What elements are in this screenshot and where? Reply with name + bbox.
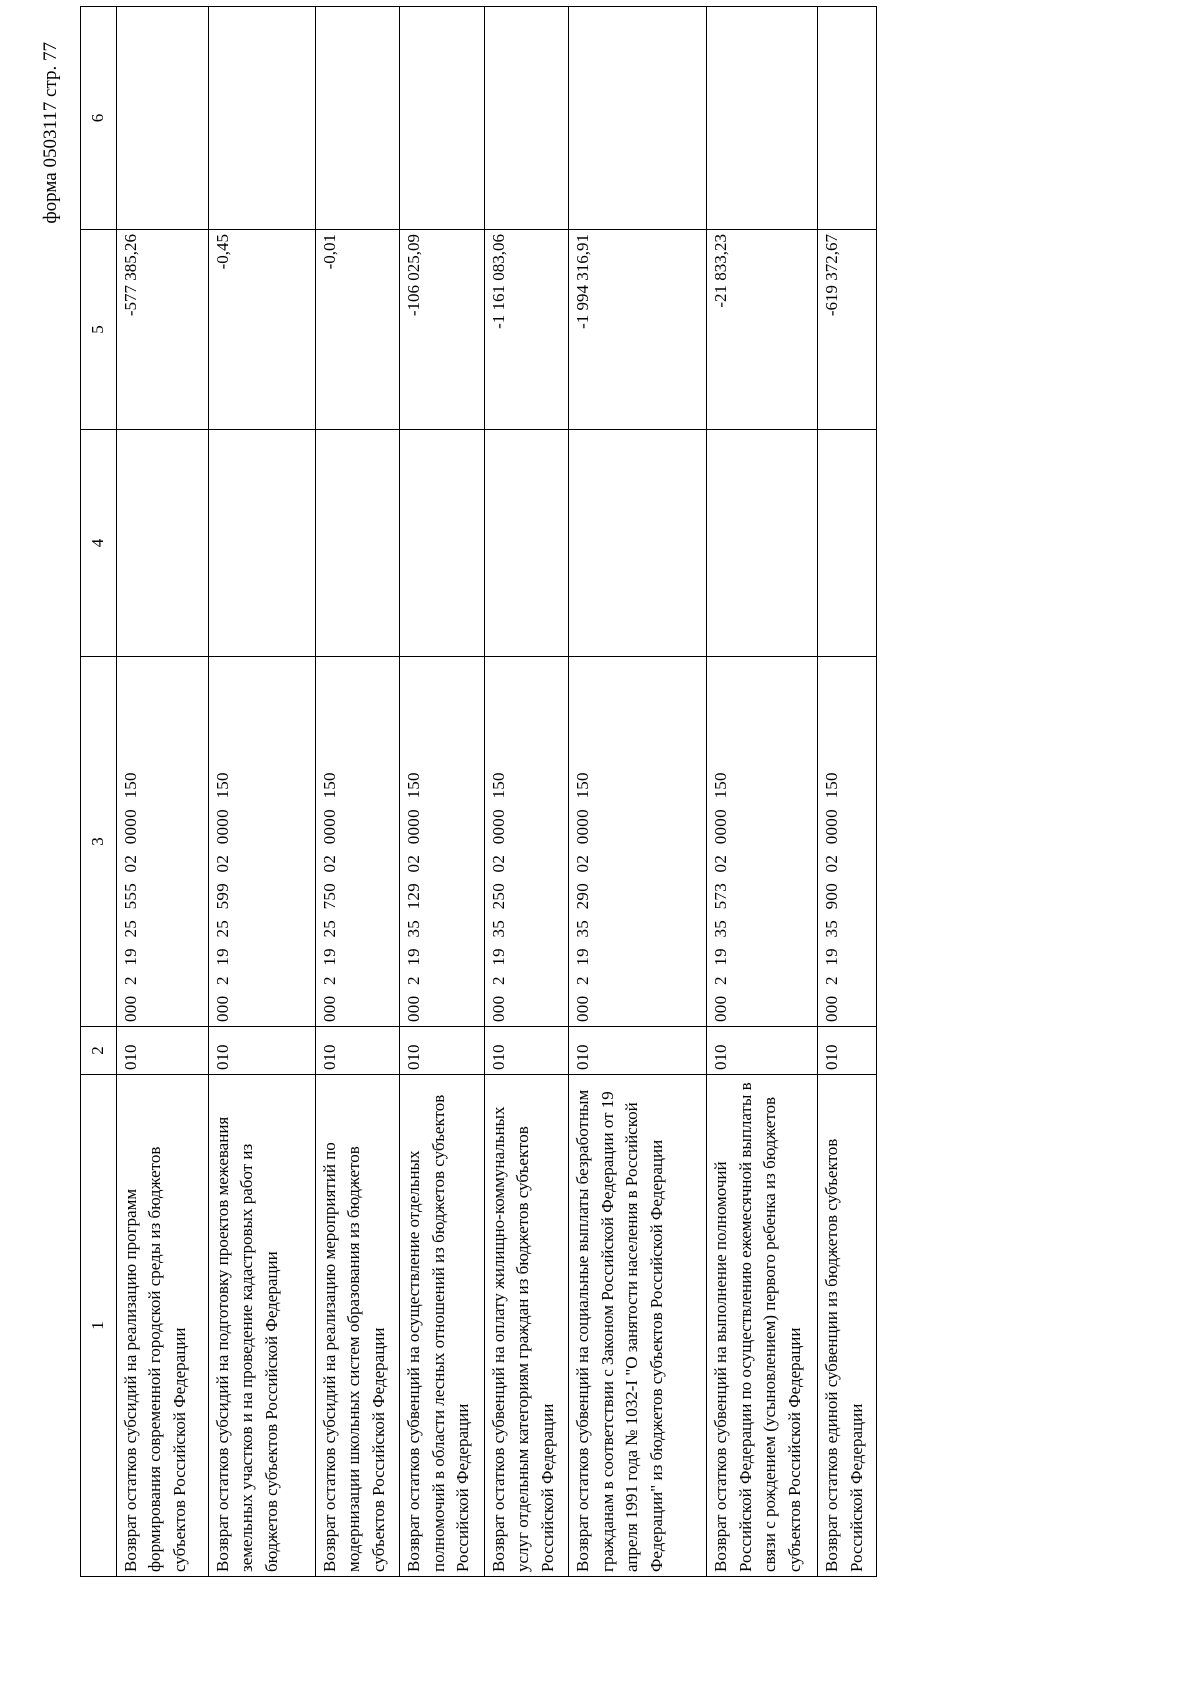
- row-col5: -21 833,23: [707, 230, 818, 430]
- row-col5: -619 372,67: [818, 230, 877, 430]
- row-col5: -1 994 316,91: [569, 230, 707, 430]
- row-name: Возврат остатков субсидий на подготовку проектов межевания земельных участков и на проведение кадастровых работ из бюджетов субъектов Российской Федерации: [208, 1075, 315, 1577]
- row-col6: [400, 7, 484, 230]
- table-row: [315, 7, 399, 1577]
- row-line-code: 010: [116, 1027, 208, 1075]
- table-row: [116, 7, 208, 1577]
- row-col6: [315, 7, 399, 230]
- table-row: [400, 7, 484, 1577]
- column-header-4: 4: [81, 430, 117, 657]
- row-col4: [208, 430, 315, 657]
- row-line-code: 010: [707, 1027, 818, 1075]
- row-col6: [707, 7, 818, 230]
- row-line-code: 010: [208, 1027, 315, 1075]
- table-row: [818, 7, 877, 1577]
- row-col5: -577 385,26: [116, 230, 208, 430]
- row-col5: -0,01: [315, 230, 399, 430]
- column-header-2: 2: [81, 1027, 117, 1075]
- row-col4: [707, 430, 818, 657]
- row-col4: [400, 430, 484, 657]
- row-col4: [818, 430, 877, 657]
- table-row: [484, 7, 568, 1577]
- row-budget-code: 000 2 19 35 290 02 0000 150: [569, 657, 707, 1027]
- row-col6: [116, 7, 208, 230]
- row-col4: [484, 430, 568, 657]
- table-row: [707, 7, 818, 1577]
- row-col6: [208, 7, 315, 230]
- form-page-note: форма 0503117 стр. 77: [40, 42, 61, 224]
- row-budget-code: 000 2 19 25 750 02 0000 150: [315, 657, 399, 1027]
- row-col6: [569, 7, 707, 230]
- row-col5: -1 161 083,06: [484, 230, 568, 430]
- row-col6: [484, 7, 568, 230]
- row-col5: -106 025,09: [400, 230, 484, 430]
- row-budget-code: 000 2 19 25 599 02 0000 150: [208, 657, 315, 1027]
- row-name: Возврат остатков субсидий на реализацию программ формирования современной городской среды из бюджетов субъектов Российской Федерации: [116, 1075, 208, 1577]
- row-name: Возврат остатков субсидий на реализацию мероприятий по модернизации школьных систем образования из бюджетов субъектов Российской Федерации: [315, 1075, 399, 1577]
- row-budget-code: 000 2 19 35 900 02 0000 150: [818, 657, 877, 1027]
- row-name: Возврат остатков субвенций на оплату жилищно-коммунальных услуг отдельным категориям граждан из бюджетов субъектов Российской Федерации: [484, 1075, 568, 1577]
- column-header-6: 6: [81, 7, 117, 230]
- row-budget-code: 000 2 19 25 555 02 0000 150: [116, 657, 208, 1027]
- column-header-1: 1: [81, 1075, 117, 1577]
- row-name: Возврат остатков субвенций на осуществление отдельных полномочий в области лесных отношений из бюджетов субъектов Российской Федерации: [400, 1075, 484, 1577]
- row-name: Возврат остатков единой субвенции из бюджетов субъектов Российской Федерации: [818, 1075, 877, 1577]
- row-budget-code: 000 2 19 35 250 02 0000 150: [484, 657, 568, 1027]
- row-col5: -0,45: [208, 230, 315, 430]
- row-col4: [116, 430, 208, 657]
- row-line-code: 010: [315, 1027, 399, 1075]
- row-line-code: 010: [818, 1027, 877, 1075]
- header-row: [81, 7, 117, 1577]
- row-col4: [569, 430, 707, 657]
- row-col6: [818, 7, 877, 230]
- row-budget-code: 000 2 19 35 573 02 0000 150: [707, 657, 818, 1027]
- row-line-code: 010: [484, 1027, 568, 1075]
- row-budget-code: 000 2 19 35 129 02 0000 150: [400, 657, 484, 1027]
- table-row: [208, 7, 315, 1577]
- row-name: Возврат остатков субвенций на социальные выплаты безработным гражданам в соответствии с Законом Российской Федерации от 19 апреля 1991 года № 1032-I "О занятости населения в Российской Федерации" из бюджетов субъектов Российской Федерации: [569, 1075, 707, 1577]
- column-header-3: 3: [81, 657, 117, 1027]
- row-col4: [315, 430, 399, 657]
- table-row: [569, 7, 707, 1577]
- report-table: [80, 6, 877, 1577]
- column-header-5: 5: [81, 230, 117, 430]
- row-name: Возврат остатков субвенций на выполнение полномочий Российской Федерации по осуществлению ежемесячной выплаты в связи с рождением (усыновлением) первого ребенка из бюджетов субъектов Российской Федерации: [707, 1075, 818, 1577]
- row-line-code: 010: [569, 1027, 707, 1075]
- row-line-code: 010: [400, 1027, 484, 1075]
